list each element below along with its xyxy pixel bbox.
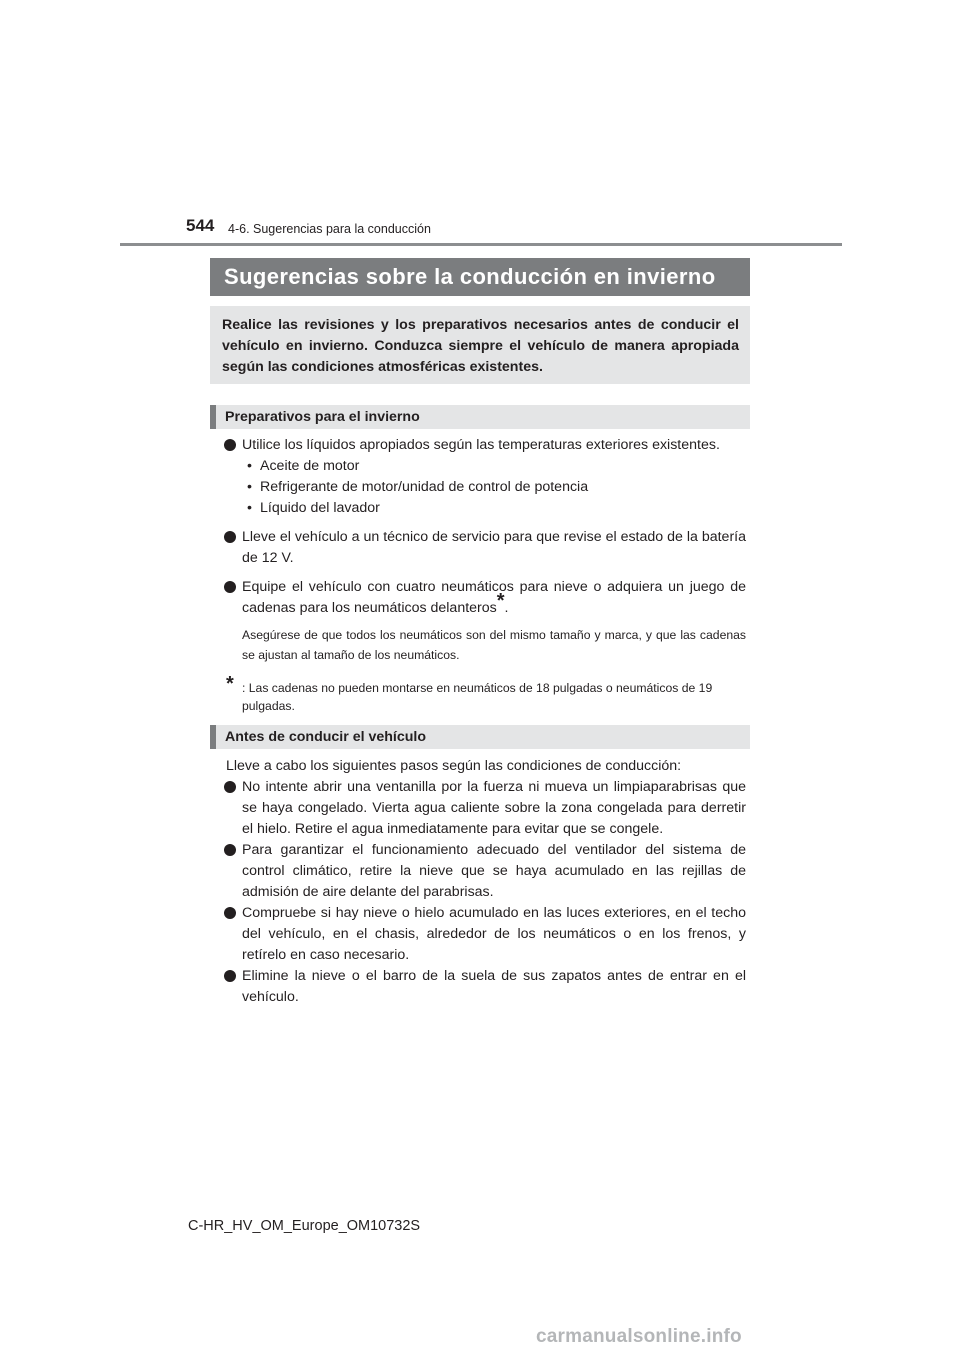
watermark: carmanualsonline.info — [536, 1326, 742, 1347]
list-item — [222, 966, 746, 1008]
before-driving-list — [222, 756, 746, 1008]
sub-bullet-icon: • — [247, 479, 252, 495]
subheading-before-driving: Antes de conducir el vehículo — [210, 725, 750, 749]
page-number: 544 — [186, 216, 215, 235]
footnote-marker-icon: * — [496, 590, 505, 612]
lead-text: Lleve a cabo los siguientes pasos según las condiciones de conducción: — [226, 758, 682, 774]
subheading-winter-prep: Preparativos para el invierno — [210, 405, 750, 429]
list-item-text: Compruebe si hay nieve o hielo acumulado en las luces exteriores, en el techo del vehículo, en el chasis, alrededor de los neumáticos o en los frenos, y retírelo en caso necesario. — [242, 905, 746, 963]
list-item-text: Lleve el vehículo a un técnico de servicio para que revise el estado de la batería de 12 V. — [242, 529, 746, 566]
section-reference: 4-6. Sugerencias para la conducción — [228, 222, 431, 236]
sub-list-item — [222, 456, 746, 477]
footnote-marker-icon: * — [226, 673, 234, 695]
sub-list-item-text: Aceite de motor — [260, 458, 360, 474]
list-item-text: Equipe el vehículo con cuatro neumáticos para nieve o adquiera un juego de cadenas para los neumáticos delanteros — [242, 579, 746, 616]
sub-list-item — [222, 477, 746, 498]
sub-list-item-text: Refrigerante de motor/unidad de control de potencia — [260, 479, 589, 495]
winter-prep-list — [222, 435, 746, 671]
list-item-text: Para garantizar el funcionamiento adecuado del ventilador del sistema de control climático, retire la nieve que se haya acumulado en las rejillas de admisión de aire delante del parabrisas. — [242, 842, 746, 900]
page-title: Sugerencias sobre la conducción en invierno — [210, 258, 750, 296]
document-code: C-HR_HV_OM_Europe_OM10732S — [188, 1218, 421, 1234]
footnote — [226, 673, 746, 715]
list-item-text-end: . — [504, 600, 509, 616]
list-item — [222, 435, 746, 456]
list-item — [222, 840, 746, 903]
intro-box: Realice las revisiones y los preparativos necesarios antes de conducir el vehículo en invierno. Conduzca siempre el vehículo de manera apropiada según las condiciones atmosféricas existentes. — [210, 306, 750, 384]
list-item — [222, 777, 746, 840]
list-item — [222, 577, 746, 619]
footnote-text: : Las cadenas no pueden montarse en neumáticos de 18 pulgadas o neumáticos de 19 pulgadas. — [242, 681, 713, 713]
bullet-icon — [224, 781, 236, 793]
bullet-icon — [224, 531, 236, 543]
bullet-icon — [224, 581, 236, 593]
bullet-icon — [224, 907, 236, 919]
sub-bullet-icon: • — [247, 500, 252, 516]
list-item — [222, 527, 746, 569]
sub-bullet-icon: • — [247, 458, 252, 474]
list-item — [222, 903, 746, 966]
footnote-block — [226, 673, 746, 715]
bullet-icon — [224, 844, 236, 856]
sub-list-item — [222, 498, 746, 519]
list-item-text: Elimine la nieve o el barro de la suela de sus zapatos antes de entrar en el vehículo. — [242, 968, 746, 1005]
list-item-text: Utilice los líquidos apropiados según las temperaturas exteriores existentes. — [242, 437, 720, 453]
bullet-icon — [224, 970, 236, 982]
list-item-text: No intente abrir una ventanilla por la fuerza ni mueva un limpiaparabrisas que se haya congelado. Vierta agua caliente sobre la zona congelada para derretir el hielo. Retire el agua inmediatamente para evitar que se congele. — [242, 779, 746, 837]
header-divider — [120, 243, 842, 246]
bullet-icon — [224, 439, 236, 451]
note-text: Asegúrese de que todos los neumáticos son del mismo tamaño y marca, y que las cadenas se ajustan al tamaño de los neumáticos. — [242, 628, 746, 662]
sub-list-item-text: Líquido del lavador — [260, 500, 380, 516]
